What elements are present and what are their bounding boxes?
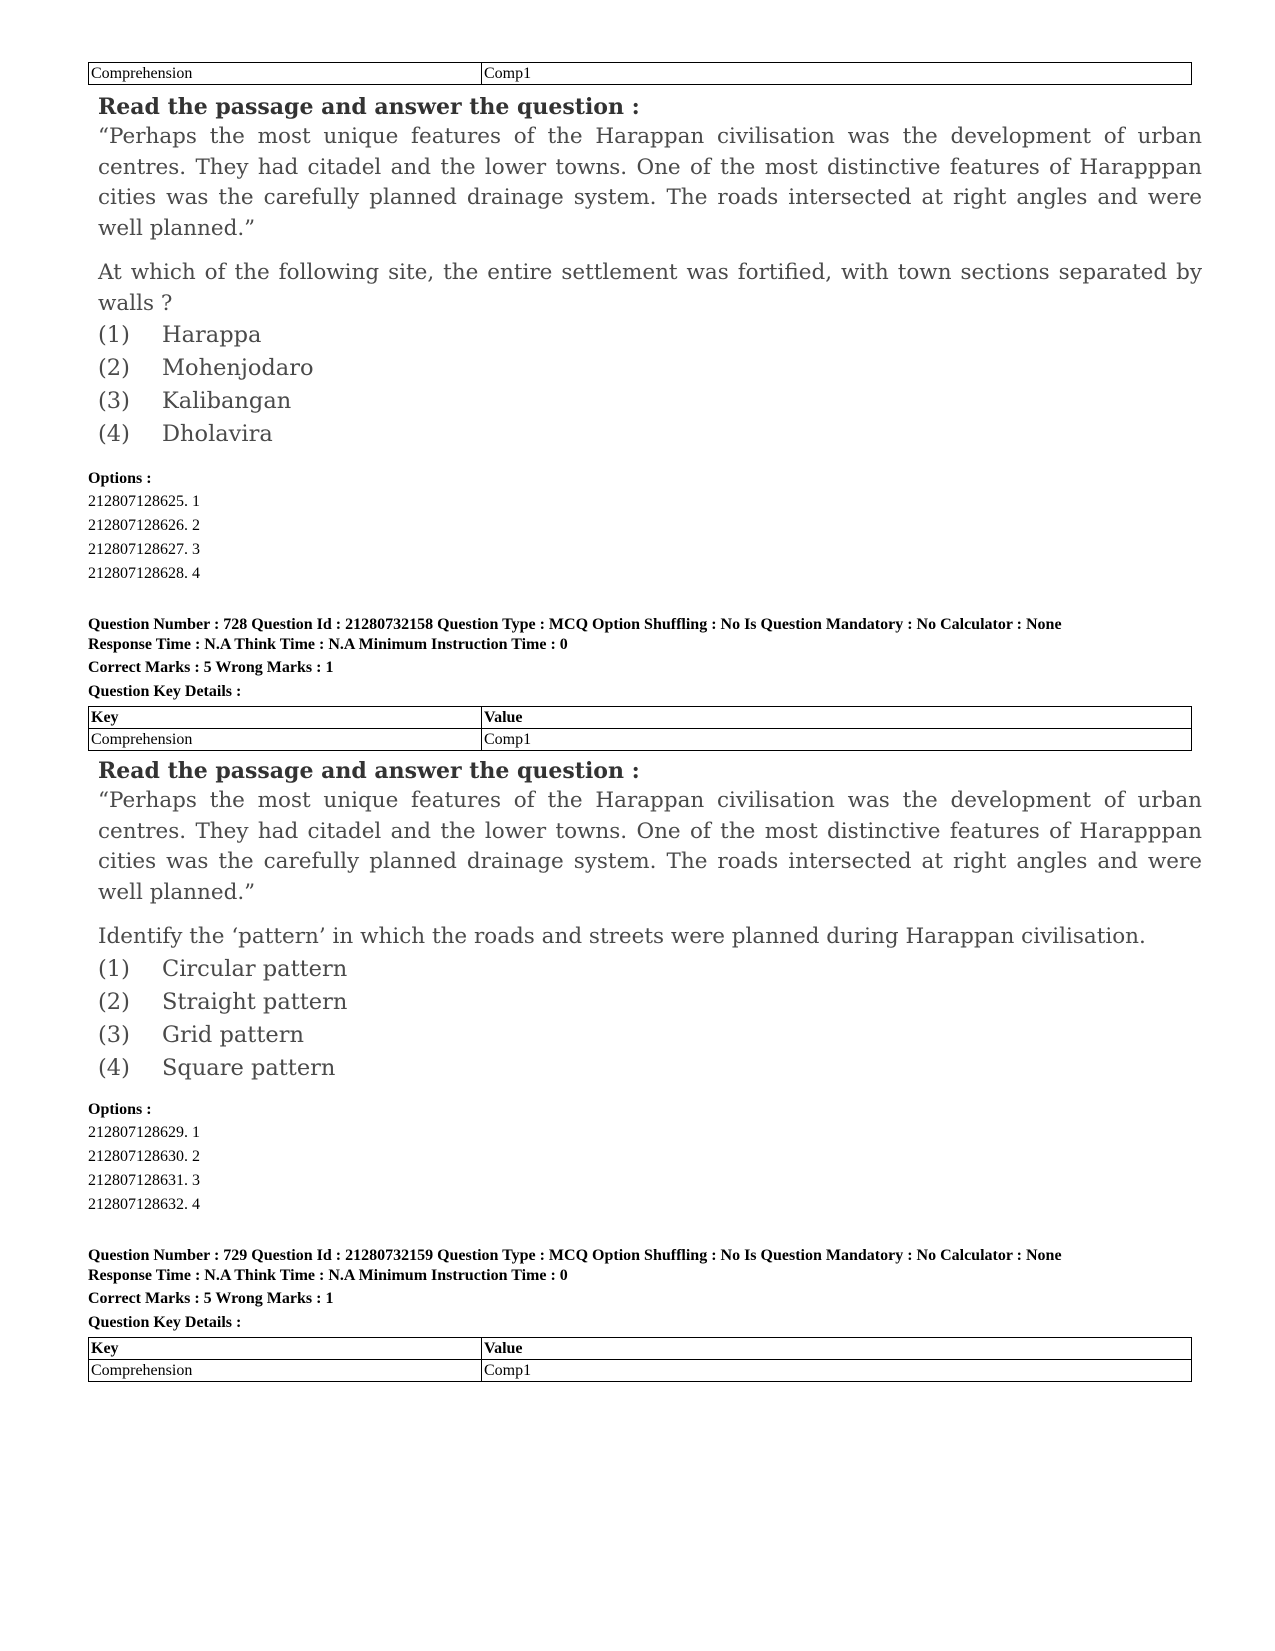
list-item <box>98 1052 1202 1085</box>
list-item: 212807128629. 1 <box>88 1124 200 1141</box>
choice-text: Circular pattern <box>162 955 348 982</box>
choice-text: Straight pattern <box>162 988 348 1015</box>
key-details-label: Question Key Details : <box>88 683 242 700</box>
choice-number: (2) <box>98 355 130 381</box>
choice-list <box>98 953 1202 1085</box>
table-header-row <box>89 1338 1192 1360</box>
meta-line: Response Time : N.A Think Time : N.A Minimum Instruction Time : 0 <box>88 1267 568 1284</box>
options-label: Options : <box>88 1101 152 1118</box>
question-meta <box>88 615 1062 702</box>
choice-text: Mohenjodaro <box>162 355 314 381</box>
table-row <box>89 63 1192 85</box>
list-item: 212807128625. 1 <box>88 493 200 510</box>
list-item: 212807128627. 3 <box>88 541 200 558</box>
choice-number: (4) <box>98 1054 130 1081</box>
options-list <box>88 490 200 586</box>
choice-text: Dholavira <box>162 421 273 447</box>
table-header-row <box>89 707 1192 729</box>
list-item: 212807128626. 2 <box>88 517 200 534</box>
list-item <box>98 319 1202 352</box>
choice-number: (1) <box>98 955 130 982</box>
options-label: Options : <box>88 470 152 487</box>
passage-title: Read the passage and answer the question : <box>98 94 640 120</box>
passage-title: Read the passage and answer the question : <box>98 758 640 784</box>
list-item <box>98 352 1202 385</box>
question-text: At which of the following site, the entire settlement was fortified, with town sections separated by walls ? <box>98 260 1202 316</box>
question-text: Identify the ‘pattern’ in which the roads and streets were planned during Harappan civilisation. <box>98 924 1146 949</box>
choice-list <box>98 319 1202 451</box>
choice-number: (3) <box>98 1021 130 1048</box>
table-row <box>89 1360 1192 1382</box>
meta-line: Question Number : 729 Question Id : 21280732159 Question Type : MCQ Option Shuffling : No Is Question Mandatory : No Calculator : None <box>88 1247 1062 1264</box>
table-header-key: Key <box>89 707 482 729</box>
list-item: 212807128632. 4 <box>88 1196 200 1213</box>
comprehension-table-1 <box>88 62 1192 85</box>
list-item <box>98 953 1202 986</box>
list-item <box>98 986 1202 1019</box>
table-value-cell: Comp1 <box>482 1360 1192 1382</box>
list-item: 212807128631. 3 <box>88 1172 200 1189</box>
options-list <box>88 1121 200 1217</box>
table-header-key: Key <box>89 1338 482 1360</box>
table-row <box>89 729 1192 751</box>
key-details-table-3 <box>88 1337 1192 1382</box>
table-header-value: Value <box>482 707 1192 729</box>
meta-line: Question Number : 728 Question Id : 21280732158 Question Type : MCQ Option Shuffling : No Is Question Mandatory : No Calculator : None <box>88 616 1062 633</box>
choice-text: Grid pattern <box>162 1021 304 1048</box>
table-header-value: Value <box>482 1338 1192 1360</box>
list-item <box>98 1019 1202 1052</box>
table-key-cell: Comprehension <box>89 729 482 751</box>
table-value-cell: Comp1 <box>482 63 1192 85</box>
marks-line: Correct Marks : 5 Wrong Marks : 1 <box>88 659 334 676</box>
passage-text: “Perhaps the most unique features of the Harappan civilisation was the development of urban centres. They had citadel and the lower towns. One of the most distinctive features of Harapppan cities was the carefully planned drainage system. The roads intersected at right angles and were well planned.” <box>98 124 1202 241</box>
table-value-cell: Comp1 <box>482 729 1192 751</box>
list-item <box>98 385 1202 418</box>
choice-text: Square pattern <box>162 1054 336 1081</box>
table-key-cell: Comprehension <box>89 63 482 85</box>
key-details-table-2 <box>88 706 1192 751</box>
choice-text: Harappa <box>162 322 262 348</box>
key-details-label: Question Key Details : <box>88 1314 242 1331</box>
choice-number: (2) <box>98 988 130 1015</box>
passage-image-1 <box>98 92 1202 451</box>
passage-text: “Perhaps the most unique features of the Harappan civilisation was the development of urban centres. They had citadel and the lower towns. One of the most distinctive features of Harapppan cities was the carefully planned drainage system. The roads intersected at right angles and were well planned.” <box>98 788 1202 905</box>
passage-image-2 <box>98 756 1202 1085</box>
choice-text: Kalibangan <box>162 388 292 414</box>
list-item: 212807128630. 2 <box>88 1148 200 1165</box>
choice-number: (1) <box>98 322 130 348</box>
table-key-cell: Comprehension <box>89 1360 482 1382</box>
meta-line: Response Time : N.A Think Time : N.A Minimum Instruction Time : 0 <box>88 636 568 653</box>
choice-number: (3) <box>98 388 130 414</box>
list-item: 212807128628. 4 <box>88 565 200 582</box>
question-meta <box>88 1246 1062 1333</box>
choice-number: (4) <box>98 421 130 447</box>
list-item <box>98 418 1202 451</box>
marks-line: Correct Marks : 5 Wrong Marks : 1 <box>88 1290 334 1307</box>
